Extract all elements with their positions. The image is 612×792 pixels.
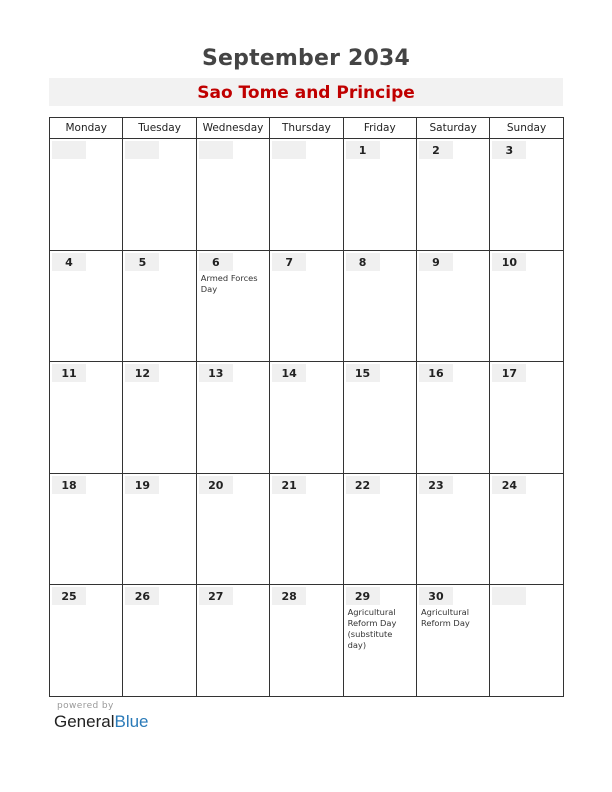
day-cell xyxy=(490,362,563,474)
day-number: 5 xyxy=(125,253,159,271)
day-cell xyxy=(344,585,417,697)
day-events: Armed Forces Day xyxy=(200,272,258,294)
day-cell xyxy=(197,139,270,251)
weekday-header: Friday xyxy=(344,118,417,139)
day-cell xyxy=(490,251,563,363)
day-number: 30 xyxy=(419,587,453,605)
day-cell xyxy=(490,474,563,586)
weekday-header: Wednesday xyxy=(197,118,270,139)
day-cell xyxy=(490,585,563,697)
weekday-header: Thursday xyxy=(270,118,343,139)
country-name: Sao Tome and Principe xyxy=(49,78,563,106)
day-number: 24 xyxy=(492,476,526,494)
day-cell xyxy=(344,362,417,474)
day-cell xyxy=(270,585,343,697)
weekday-header: Monday xyxy=(50,118,123,139)
day-cell xyxy=(270,362,343,474)
weekday-header: Tuesday xyxy=(123,118,196,139)
calendar-week xyxy=(50,585,564,697)
day-cell xyxy=(50,474,123,586)
day-cell xyxy=(197,585,270,697)
day-number: 26 xyxy=(125,587,159,605)
day-cell xyxy=(197,474,270,586)
day-cell xyxy=(417,251,490,363)
day-cell xyxy=(344,139,417,251)
day-cell xyxy=(50,251,123,363)
day-number: 2 xyxy=(419,141,453,159)
weekday-header-row xyxy=(50,118,564,139)
day-number: 18 xyxy=(52,476,86,494)
weekday-header: Saturday xyxy=(417,118,490,139)
day-number: 9 xyxy=(419,253,453,271)
day-number: 11 xyxy=(52,364,86,382)
day-number: 21 xyxy=(272,476,306,494)
day-number xyxy=(492,587,526,605)
brand-logo-part2: Blue xyxy=(114,712,149,731)
weekday-header: Sunday xyxy=(490,118,563,139)
day-cell xyxy=(197,362,270,474)
day-cell xyxy=(270,474,343,586)
day-number: 10 xyxy=(492,253,526,271)
day-number: 20 xyxy=(199,476,233,494)
day-number: 3 xyxy=(492,141,526,159)
day-cell xyxy=(344,474,417,586)
day-number: 8 xyxy=(346,253,380,271)
day-events: Agricultural Reform Day (substitute day) xyxy=(347,607,397,651)
day-number xyxy=(199,141,233,159)
brand-logo[interactable] xyxy=(54,712,149,732)
brand-logo-part1: General xyxy=(54,712,115,731)
day-cell xyxy=(417,585,490,697)
month-calendar-grid xyxy=(49,117,564,697)
day-number: 29 xyxy=(346,587,380,605)
day-number xyxy=(52,141,86,159)
day-number xyxy=(272,141,306,159)
calendar-week xyxy=(50,362,564,474)
day-cell xyxy=(50,139,123,251)
day-number: 1 xyxy=(346,141,380,159)
day-number: 17 xyxy=(492,364,526,382)
day-number: 25 xyxy=(52,587,86,605)
day-number: 19 xyxy=(125,476,159,494)
powered-by-label: powered by xyxy=(57,701,114,711)
day-number: 23 xyxy=(419,476,453,494)
day-number xyxy=(125,141,159,159)
day-cell xyxy=(197,251,270,363)
day-cell xyxy=(123,585,196,697)
calendar-week xyxy=(50,251,564,363)
calendar-week xyxy=(50,474,564,586)
day-number: 15 xyxy=(346,364,380,382)
day-cell xyxy=(417,139,490,251)
day-cell xyxy=(123,251,196,363)
day-number: 27 xyxy=(199,587,233,605)
day-cell xyxy=(417,362,490,474)
day-number: 16 xyxy=(419,364,453,382)
day-number: 14 xyxy=(272,364,306,382)
day-number: 13 xyxy=(199,364,233,382)
day-cell xyxy=(50,585,123,697)
day-cell xyxy=(490,139,563,251)
day-number: 22 xyxy=(346,476,380,494)
day-number: 6 xyxy=(199,253,233,271)
calendar-week xyxy=(50,139,564,251)
day-number: 28 xyxy=(272,587,306,605)
day-number: 4 xyxy=(52,253,86,271)
day-cell xyxy=(50,362,123,474)
day-cell xyxy=(344,251,417,363)
day-number: 7 xyxy=(272,253,306,271)
day-number: 12 xyxy=(125,364,159,382)
day-cell xyxy=(123,139,196,251)
day-cell xyxy=(270,139,343,251)
day-cell xyxy=(123,474,196,586)
day-cell xyxy=(417,474,490,586)
day-cell xyxy=(123,362,196,474)
day-cell xyxy=(270,251,343,363)
day-events: Agricultural Reform Day xyxy=(420,607,470,629)
calendar-title: September 2034 xyxy=(201,46,411,71)
